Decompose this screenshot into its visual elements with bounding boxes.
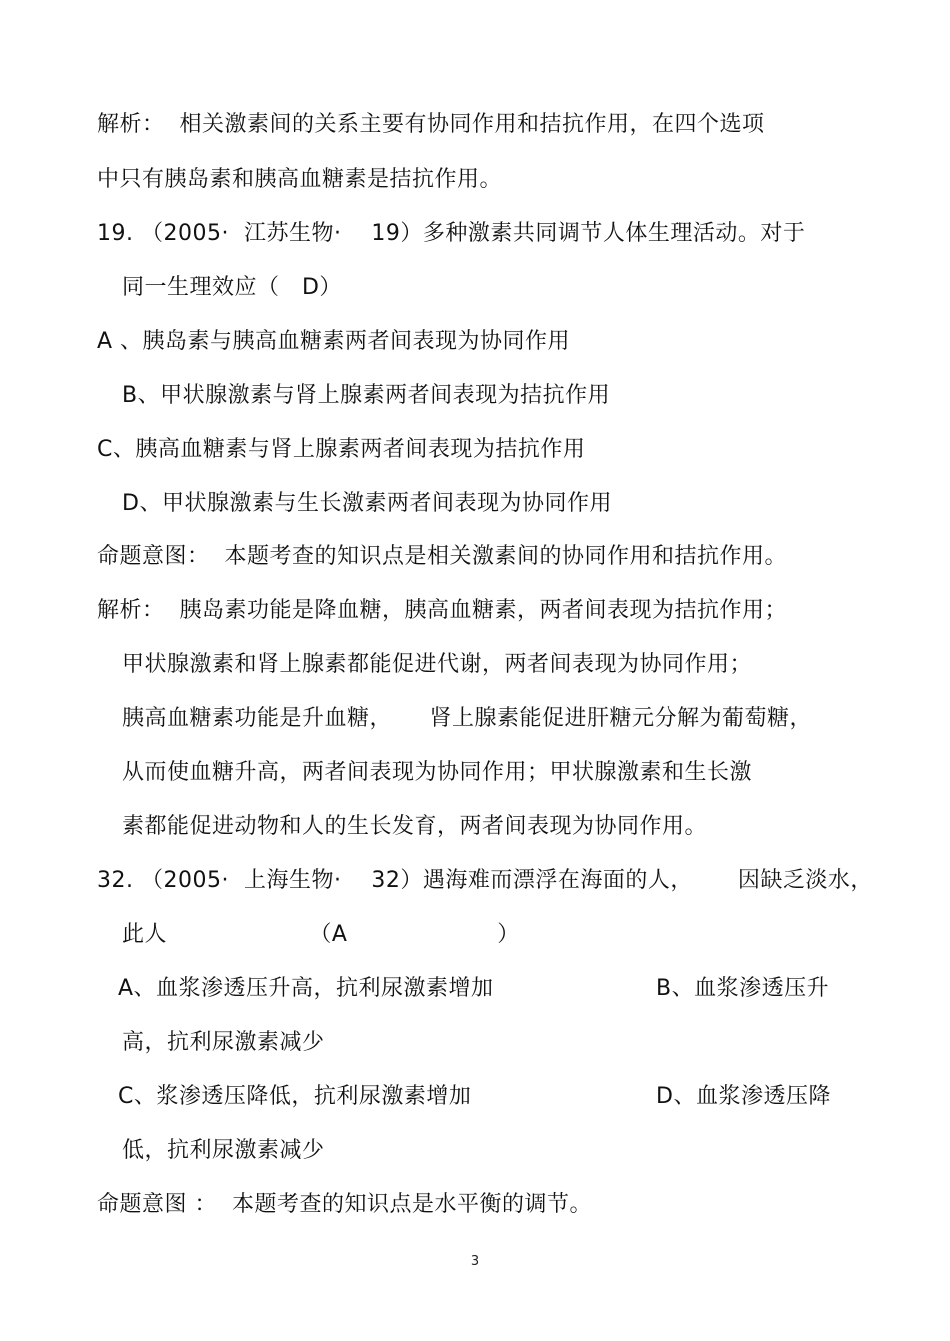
question-19-analysis-line-5: 素都能促进动物和人的生长发育，两者间表现为协同作用。 <box>122 814 708 839</box>
question-32-stem-line-1: 32. （2005· 上海生物· 32）遇海难而漂浮在海面的人， 因缺乏淡水， <box>97 868 873 893</box>
question-19-analysis-line-2: 甲状腺激素和肾上腺素都能促进代谢，两者间表现为协同作用； <box>122 652 753 677</box>
question-32-option-d-part-2: 低，抗利尿激素减少 <box>122 1138 325 1163</box>
question-32-option-b-part-1: B、血浆渗透压升 <box>656 976 830 1001</box>
question-32-option-b-part-2: 高，抗利尿激素减少 <box>122 1030 325 1055</box>
question-32-stem-line-2: 此人 （A ） <box>122 922 520 947</box>
question-32-option-d-part-1: D、血浆渗透压降 <box>656 1084 831 1109</box>
question-19-stem-line-1: 19. （2005· 江苏生物· 19）多种激素共同调节人体生理活动。对于 <box>97 221 806 246</box>
page-number: 3 <box>470 1254 480 1269</box>
question-19-option-c: C、胰高血糖素与肾上腺素两者间表现为拮抗作用 <box>97 437 586 462</box>
analysis-text-line-1: 解析： 相关激素间的关系主要有协同作用和拮抗作用，在四个选项 <box>97 112 765 137</box>
question-19-option-a: A 、胰岛素与胰高血糖素两者间表现为协同作用 <box>97 329 571 354</box>
question-32-option-c: C、浆渗透压降低，抗利尿激素增加 <box>118 1084 472 1109</box>
question-32-option-a: A、血浆渗透压升高，抗利尿激素增加 <box>118 976 494 1001</box>
question-19-stem-line-2: 同一生理效应（ D） <box>122 275 342 300</box>
question-32-intent: 命题意图 ： 本题考查的知识点是水平衡的调节。 <box>97 1192 592 1217</box>
question-19-option-b: B、甲状腺激素与肾上腺素两者间表现为拮抗作用 <box>122 383 611 408</box>
question-19-analysis-line-4: 从而使血糖升高，两者间表现为协同作用；甲状腺激素和生长激 <box>122 760 753 785</box>
question-19-option-d: D、甲状腺激素与生长激素两者间表现为协同作用 <box>122 491 612 516</box>
analysis-text-line-2: 中只有胰岛素和胰高血糖素是拮抗作用。 <box>97 167 503 192</box>
question-19-analysis-line-1: 解析： 胰岛素功能是降血糖，胰高血糖素，两者间表现为拮抗作用； <box>97 598 787 623</box>
question-19-intent: 命题意图： 本题考查的知识点是相关激素间的协同作用和拮抗作用。 <box>97 544 787 569</box>
question-19-analysis-line-3: 胰高血糖素功能是升血糖， 肾上腺素能促进肝糖元分解为葡萄糖， <box>122 706 812 731</box>
